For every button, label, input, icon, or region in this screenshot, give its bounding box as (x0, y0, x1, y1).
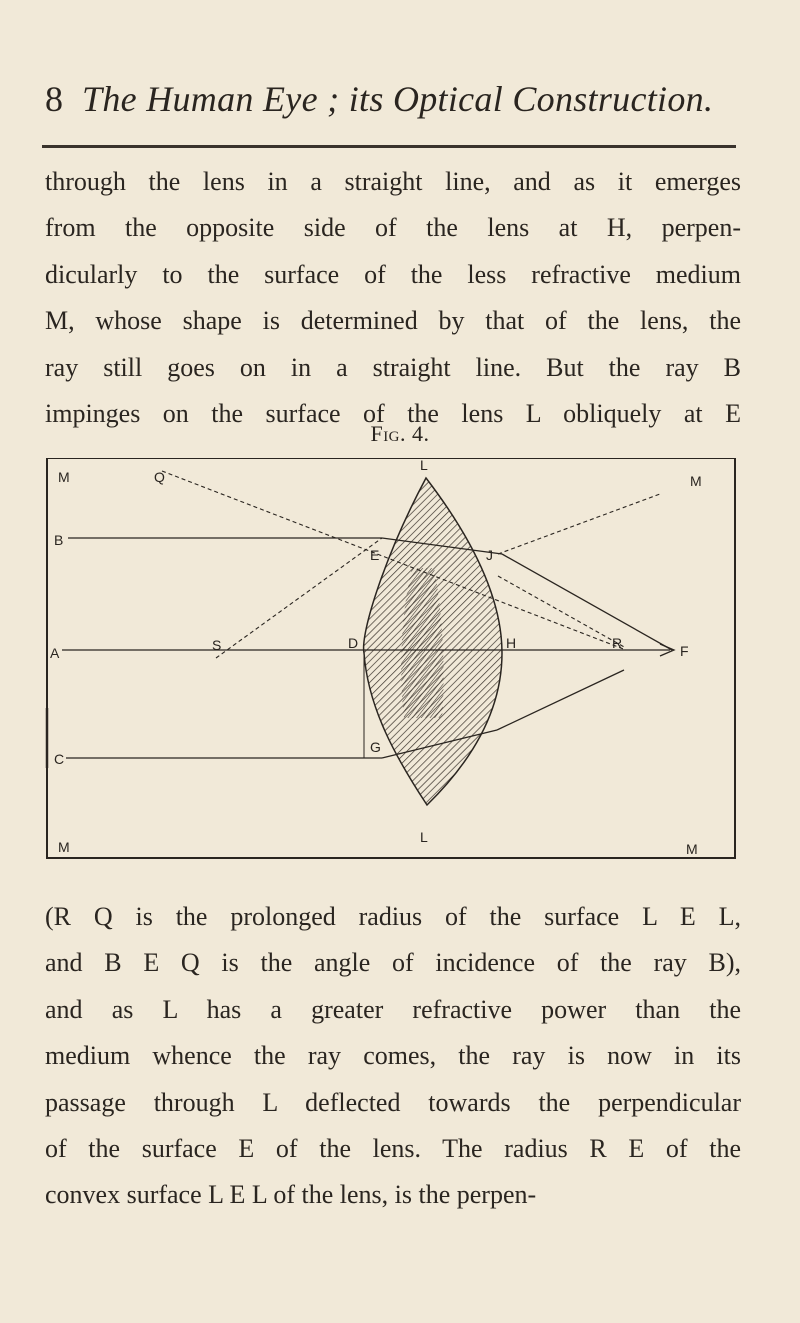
text-line: medium whence the ray comes, the ray is now in its (45, 1041, 741, 1071)
label-a: A (50, 645, 60, 661)
page-number: 8 (45, 79, 63, 119)
text-line: and B E Q is the angle of incidence of the ray B), (45, 948, 741, 978)
dashed-j-to-top (498, 494, 660, 554)
label-c: C (54, 751, 65, 767)
label-m-bottom-right: M (686, 841, 698, 857)
label-s: S (212, 637, 222, 653)
label-q: Q (154, 469, 165, 485)
label-e: E (370, 547, 380, 563)
paragraph-2 (45, 894, 741, 1219)
text-line: dicularly to the surface of the less refractive medium (45, 259, 741, 289)
label-b: B (54, 532, 64, 548)
label-j: J (486, 547, 493, 563)
text-line: convex surface L E L of the lens, is the perpen- (45, 1180, 537, 1210)
label-l-top: L (420, 458, 428, 473)
ray-c-emergent (497, 670, 624, 730)
ray-b-emergent (502, 554, 672, 650)
label-h: H (506, 635, 517, 651)
label-m-top-left: M (58, 469, 70, 485)
running-header (45, 78, 745, 120)
text-line: M, whose shape is determined by that of the lens, the (45, 306, 741, 336)
running-title: The Human Eye ; its Optical Construction. (82, 79, 714, 119)
lens-diagram (42, 458, 738, 872)
label-m-top-right: M (690, 473, 702, 489)
lens-center-shading (401, 568, 443, 718)
dashed-h-to-r (498, 576, 626, 648)
label-d: D (348, 635, 359, 651)
header-rule (42, 145, 736, 148)
figure-caption: Fig. 4. (370, 421, 430, 446)
paragraph-1 (45, 159, 741, 437)
text-line: passage through L deflected towards the perpendicular (45, 1087, 741, 1117)
label-l-bottom: L (420, 829, 428, 845)
text-line: through the lens in a straight line, and as it emerges (45, 167, 741, 196)
label-r: R (612, 635, 623, 651)
label-g: G (370, 739, 381, 755)
text-line: of the surface E of the lens. The radius R E of the (45, 1133, 741, 1163)
text-line: (R Q is the prolonged radius of the surface L E L, (45, 902, 741, 931)
text-line: ray still goes on in a straight line. But the ray B (45, 352, 741, 382)
text-line: from the opposite side of the lens at H, perpen- (45, 213, 741, 243)
text-line: and as L has a greater refractive power than the (45, 994, 741, 1024)
label-m-bottom-left: M (58, 839, 70, 855)
text-line: impinges on the surface of the lens L obliquely at E (45, 398, 741, 428)
label-f: F (680, 643, 689, 659)
